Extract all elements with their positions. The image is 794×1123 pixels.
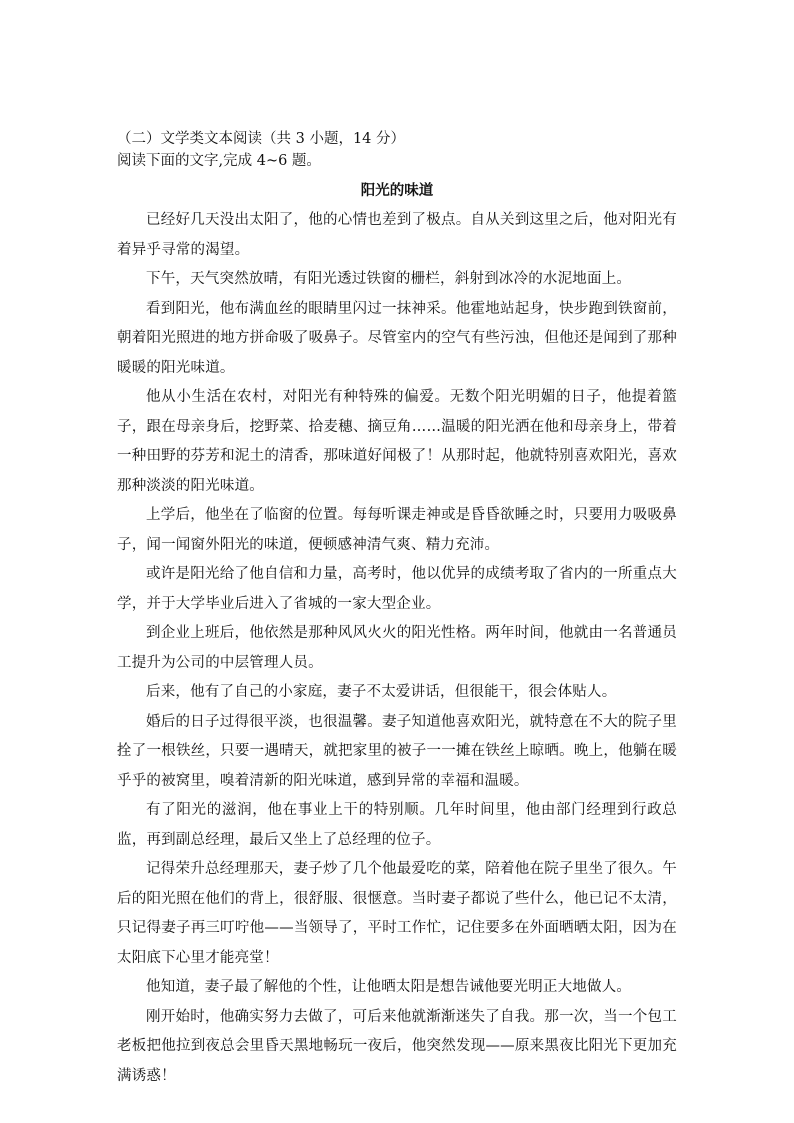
section-heading: （二）文学类文本阅读（共 3 小题，14 分） (117, 131, 406, 147)
paragraph: 后来，他有了自己的小家庭，妻子不太爱讲话，但很能干，很会体贴人。 (146, 684, 617, 700)
paragraph: 刚开始时，他确实努力去做了，可后来他就渐渐迷失了自我。那一次，当一个包工老板把他拉到夜总会里昏天黑地畅玩一夜后，他突然发现——原来黑夜比阳光下更加充满诱惑！ (117, 1008, 677, 1084)
paragraph: 到企业上班后，他依然是那种风风火火的阳光性格。两年时间，他就由一名普通员工提升为公司的中层管理人员。 (117, 625, 677, 671)
article-title: 阳光的味道 (360, 182, 434, 199)
paragraph: 他从小生活在农村，对阳光有种特殊的偏爱。无数个阳光明媚的日子，他提着篮子，跟在母亲身后，挖野菜、拾麦穗、摘豆角……温暖的阳光洒在他和母亲身上，带着一种田野的芬芳和泥土的清香，那味道好闻极了！从那时起，他就特别喜欢阳光，喜欢那种淡淡的阳光味道。 (117, 389, 677, 494)
paragraph: 看到阳光，他布满血丝的眼睛里闪过一抹神采。他霍地站起身，快步跑到铁窗前，朝着阳光照进的地方拼命吸了吸鼻子。尽管室内的空气有些污浊，但他还是闻到了那种暖暖的阳光味道。 (117, 300, 677, 376)
paragraph: 上学后，他坐在了临窗的位置。每每听课走神或是昏昏欲睡之时，只要用力吸吸鼻子，闻一闻窗外阳光的味道，便顿感神清气爽、精力充沛。 (117, 507, 677, 553)
paragraph: 或许是阳光给了他自信和力量，高考时，他以优异的成绩考取了省内的一所重点大学，并于大学毕业后进入了省城的一家大型企业。 (117, 566, 677, 612)
paragraph: 记得荣升总经理那天，妻子炒了几个他最爱吃的菜，陪着他在院子里坐了很久。午后的阳光照在他们的背上，很舒服、很惬意。当时妻子都说了些什么，他已记不太清，只记得妻子再三叮咛他——当领导了，平时工作忙，记住要多在外面晒晒太阳，因为在太阳底下心里才能亮堂！ (117, 861, 677, 966)
reading-instruction: 阅读下面的文字,完成 4~6 题。 (117, 153, 321, 169)
paragraph: 下午，天气突然放晴，有阳光透过铁窗的栅栏，斜射到冰冷的水泥地面上。 (146, 271, 632, 287)
paragraph: 他知道，妻子最了解他的个性，让他晒太阳是想告诫他要光明正大地做人。 (146, 979, 632, 995)
paragraph: 有了阳光的滋润，他在事业上干的特别顺。几年时间里，他由部门经理到行政总监，再到副总经理，最后又坐上了总经理的位子。 (117, 802, 677, 848)
article-body (117, 206, 677, 1091)
paragraph: 已经好几天没出太阳了，他的心情也差到了极点。自从关到这里之后，他对阳光有着异乎寻常的渴望。 (117, 212, 677, 258)
document-page (117, 128, 677, 1091)
paragraph: 婚后的日子过得很平淡，也很温馨。妻子知道他喜欢阳光，就特意在不大的院子里拴了一根铁丝，只要一遇晴天，就把家里的被子一一摊在铁丝上晾晒。晚上，他躺在暖乎乎的被窝里，嗅着清新的阳光味道，感到异常的幸福和温暖。 (117, 713, 677, 789)
